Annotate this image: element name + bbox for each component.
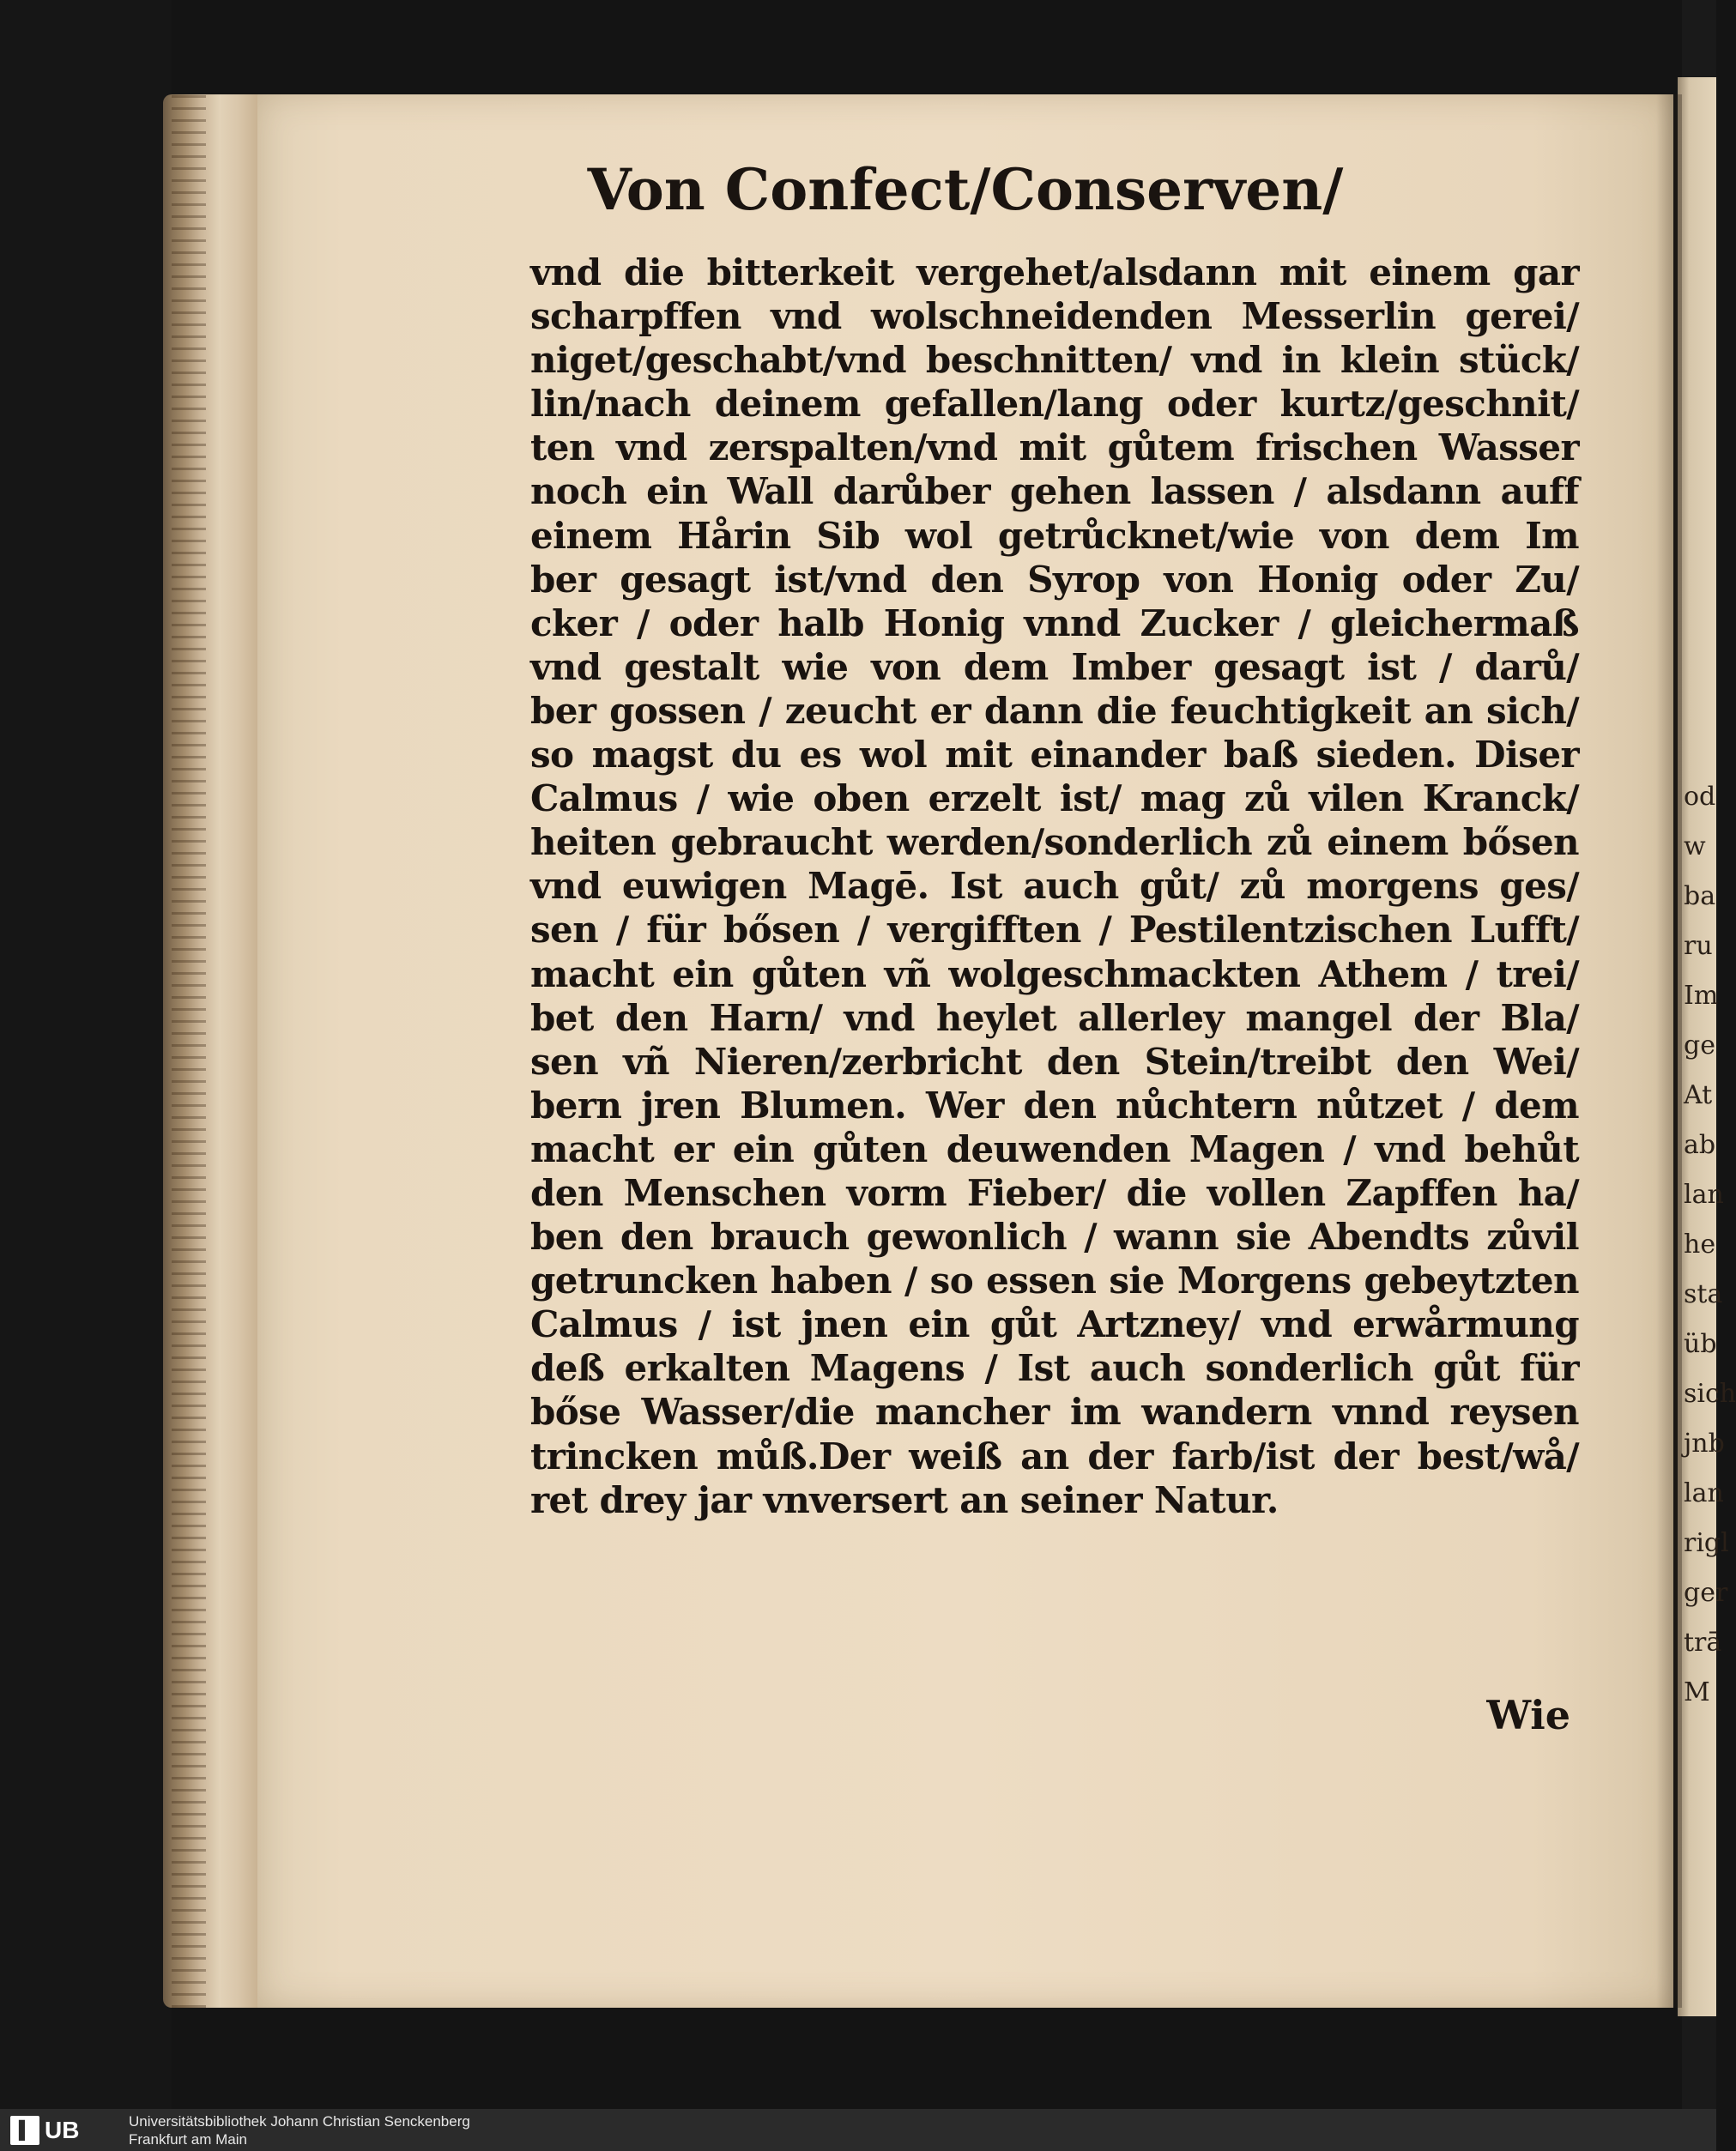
book-page-edges <box>163 94 257 2008</box>
facing-page-fragment: jnb <box>1684 1429 1725 1459</box>
text-line: scharpffen vnd wolschneidenden Messerlin gerei/ <box>530 295 1579 338</box>
library-logo-icon: ▌ <box>10 2116 39 2145</box>
text-line: lin/nach deinem gefallen/lang oder kurtz/geschnit/ <box>530 383 1579 426</box>
facing-page-fragment: sich <box>1684 1379 1736 1409</box>
gutter-shadow <box>1656 94 1682 2008</box>
facing-page-fragment: M <box>1684 1677 1710 1707</box>
text-line: den Menschen vorm Fieber/ die vollen Zapffen ha/ <box>530 1171 1579 1214</box>
main-text-block <box>530 251 1579 1522</box>
facing-page-fragment: ab <box>1684 1130 1716 1160</box>
facing-page-fragment: lan <box>1684 1478 1724 1508</box>
facing-page-text <box>1684 772 1736 1718</box>
text-line: bőse Wasser/die mancher im wandern vnnd reysen <box>530 1391 1579 1434</box>
facing-page-fragment: ba <box>1684 881 1716 911</box>
facing-page-fragment: trā <box>1684 1628 1722 1658</box>
text-line: ber gesagt ist/vnd den Syrop von Honig oder Zu/ <box>530 558 1579 601</box>
text-line: sen / für bősen / vergifften / Pestilentzischen Lufft/ <box>530 909 1579 952</box>
facing-page-fragment: sta <box>1684 1279 1723 1309</box>
text-line: ten vnd zerspalten/vnd mit gůtem frischen Wasser <box>530 426 1579 469</box>
text-line: ret drey jar vnversert an seiner Natur. <box>530 1478 1279 1521</box>
library-logo-text: UB <box>45 2117 80 2143</box>
facing-page-fragment: üb <box>1684 1329 1717 1359</box>
facing-page-fragment: Im <box>1684 981 1719 1011</box>
text-line: bet den Harn/ vnd heylet allerley mangel der Bla/ <box>530 996 1579 1039</box>
text-line: noch ein Wall darůber gehen lassen / alsdann auff <box>530 470 1579 513</box>
text-line: vnd gestalt wie von dem Imber gesagt ist / darů/ <box>530 645 1579 688</box>
facing-page-fragment: rigl <box>1684 1528 1729 1558</box>
text-line: deß erkalten Magens / Ist auch sonderlich gůt für <box>530 1347 1579 1390</box>
facing-page-fragment: ger <box>1684 1578 1728 1608</box>
catchword: Wie <box>1486 1692 1570 1738</box>
footer-bar <box>0 2109 1716 2151</box>
text-line: heiten gebraucht werden/sonderlich zů einem bősen <box>530 821 1579 864</box>
facing-page-fragment: he <box>1684 1230 1716 1260</box>
facing-page-fragment: At <box>1684 1080 1713 1110</box>
text-line: trincken můß.Der weiß an der farb/ist der best/wå/ <box>530 1435 1579 1477</box>
background-left <box>0 0 172 2109</box>
running-head: Von Confect/Conserven/ <box>587 156 1344 223</box>
institution-name <box>129 2112 470 2148</box>
text-line: ber gossen / zeucht er dann die feuchtigkeit an sich/ <box>530 689 1579 732</box>
facing-page-fragment: od <box>1684 782 1716 812</box>
text-line: cker / oder halb Honig vnnd Zucker / gleichermaß <box>530 601 1579 644</box>
text-line: vnd die bitterkeit vergehet/alsdann mit einem gar <box>530 251 1579 293</box>
text-line: macht er ein gůten deuwenden Magen / vnd behůt <box>530 1127 1579 1170</box>
text-line: sen vñ Nieren/zerbricht den Stein/treibt den Wei/ <box>530 1040 1579 1083</box>
text-line: ben den brauch gewonlich / wann sie Abendts zůvil <box>530 1216 1579 1259</box>
facing-page-fragment: w <box>1684 831 1706 861</box>
text-line: so magst du es wol mit einander baß sieden. Diser <box>530 734 1579 776</box>
text-line: vnd euwigen Magē. Ist auch gůt/ zů morgens ges/ <box>530 865 1579 908</box>
facing-page-fragment: ge <box>1684 1030 1715 1060</box>
text-line: Calmus / ist jnen ein gůt Artzney/ vnd erwårmung <box>530 1303 1579 1346</box>
text-line: bern jren Blumen. Wer den nůchtern nůtzet / dem <box>530 1084 1579 1127</box>
text-line: niget/geschabt/vnd beschnitten/ vnd in klein stück/ <box>530 339 1579 382</box>
facing-page-fragment: ru <box>1684 931 1713 961</box>
text-line: einem Hårin Sib wol getrůcknet/wie von dem Im <box>530 514 1579 557</box>
text-line: Calmus / wie oben erzelt ist/ mag zů vilen Kranck/ <box>530 777 1579 820</box>
library-logo <box>10 2116 79 2145</box>
facing-page-fragment: lan <box>1684 1180 1724 1210</box>
text-line: macht ein gůten vñ wolgeschmackten Athem / trei/ <box>530 952 1579 995</box>
text-line: getruncken haben / so essen sie Morgens gebeytzten <box>530 1260 1579 1302</box>
institution-line-2: Frankfurt am Main <box>129 2131 247 2148</box>
institution-line-1: Universitätsbibliothek Johann Christian Senckenberg <box>129 2113 470 2130</box>
